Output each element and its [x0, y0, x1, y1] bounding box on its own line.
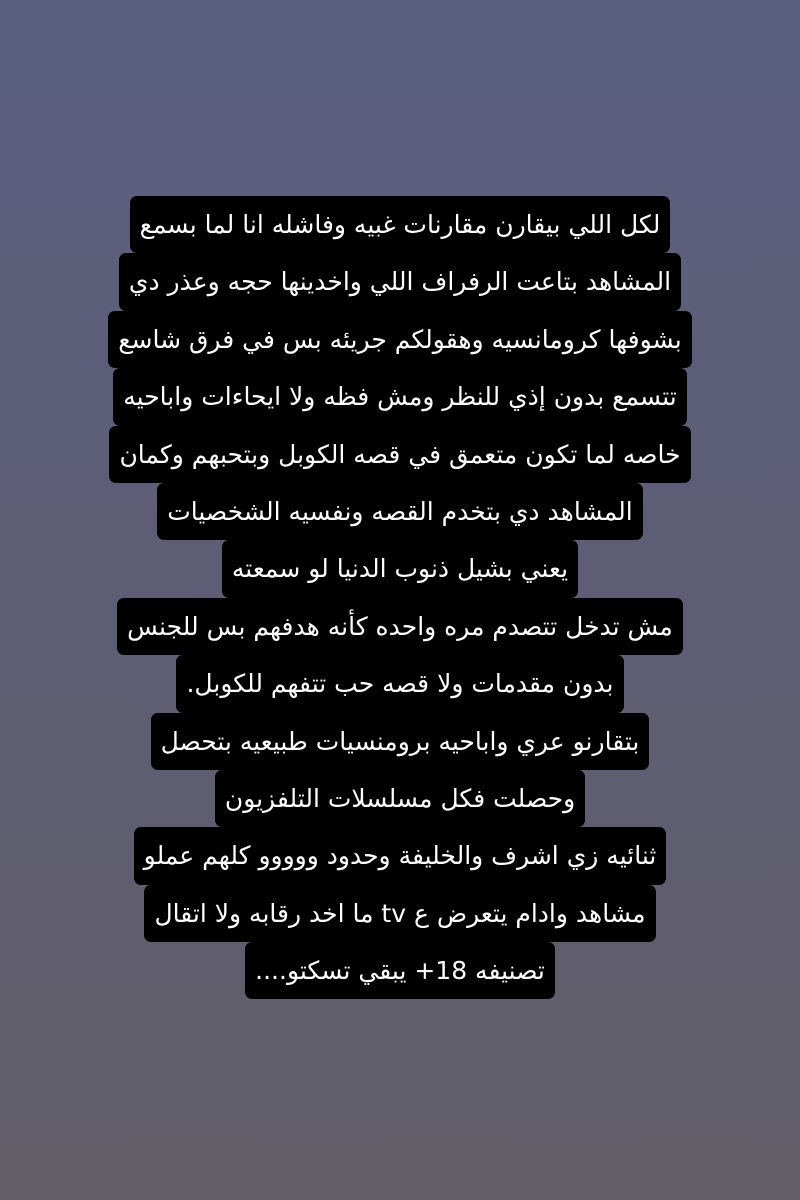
story-line-6-row — [0, 483, 800, 540]
story-line-10-row — [0, 713, 800, 770]
story-line-1-row — [0, 196, 800, 253]
story-line-9: بدون مقدمات ولا قصه حب تتفهم للكوبل. — [176, 655, 623, 712]
story-line-11: وحصلت فكل مسلسلات التلفزيون — [215, 770, 585, 827]
story-line-3-row — [0, 311, 800, 368]
story-line-8-row — [0, 598, 800, 655]
story-line-11-row — [0, 770, 800, 827]
story-line-14-row — [0, 942, 800, 999]
story-line-5: خاصه لما تكون متعمق في قصه الكوبل وبتحبهم وكمان — [109, 426, 690, 483]
story-line-7: يعني بشيل ذنوب الدنيا لو سمعته — [222, 540, 578, 597]
story-line-12: ثنائيه زي اشرف والخليفة وحدود ووووو كلهم عملو — [134, 827, 667, 884]
story-line-14: تصنيفه 18+ يبقي تسكتو.... — [245, 942, 555, 999]
story-line-7-row — [0, 540, 800, 597]
story-line-13-row — [0, 885, 800, 942]
story-line-13: مشاهد وادام يتعرض ع tv ما اخد رقابه ولا اتقال — [144, 885, 655, 942]
story-line-9-row — [0, 655, 800, 712]
story-line-2-row — [0, 253, 800, 310]
story-text-block — [0, 196, 800, 999]
story-line-4-row — [0, 368, 800, 425]
story-line-5-row — [0, 426, 800, 483]
story-line-1: لكل اللي بيقارن مقارنات غبيه وفاشله انا لما بسمع — [130, 196, 671, 253]
story-line-10: بتقارنو عري واباحيه برومنسيات طبيعيه بتحصل — [151, 713, 650, 770]
story-line-8: مش تدخل تتصدم مره واحده كأنه هدفهم بس للجنس — [117, 598, 683, 655]
story-line-3: بشوفها كرومانسيه وهقولكم جريئه بس في فرق شاسع — [108, 311, 692, 368]
story-line-6: المشاهد دي بتخدم القصه ونفسيه الشخصيات — [157, 483, 643, 540]
story-line-4: تتسمع بدون إذي للنظر ومش فظه ولا ايحاءات واباحيه — [113, 368, 686, 425]
story-line-12-row — [0, 827, 800, 884]
story-line-2: المشاهد بتاعت الرفراف اللي واخدينها حجه وعذر دي — [119, 253, 681, 310]
